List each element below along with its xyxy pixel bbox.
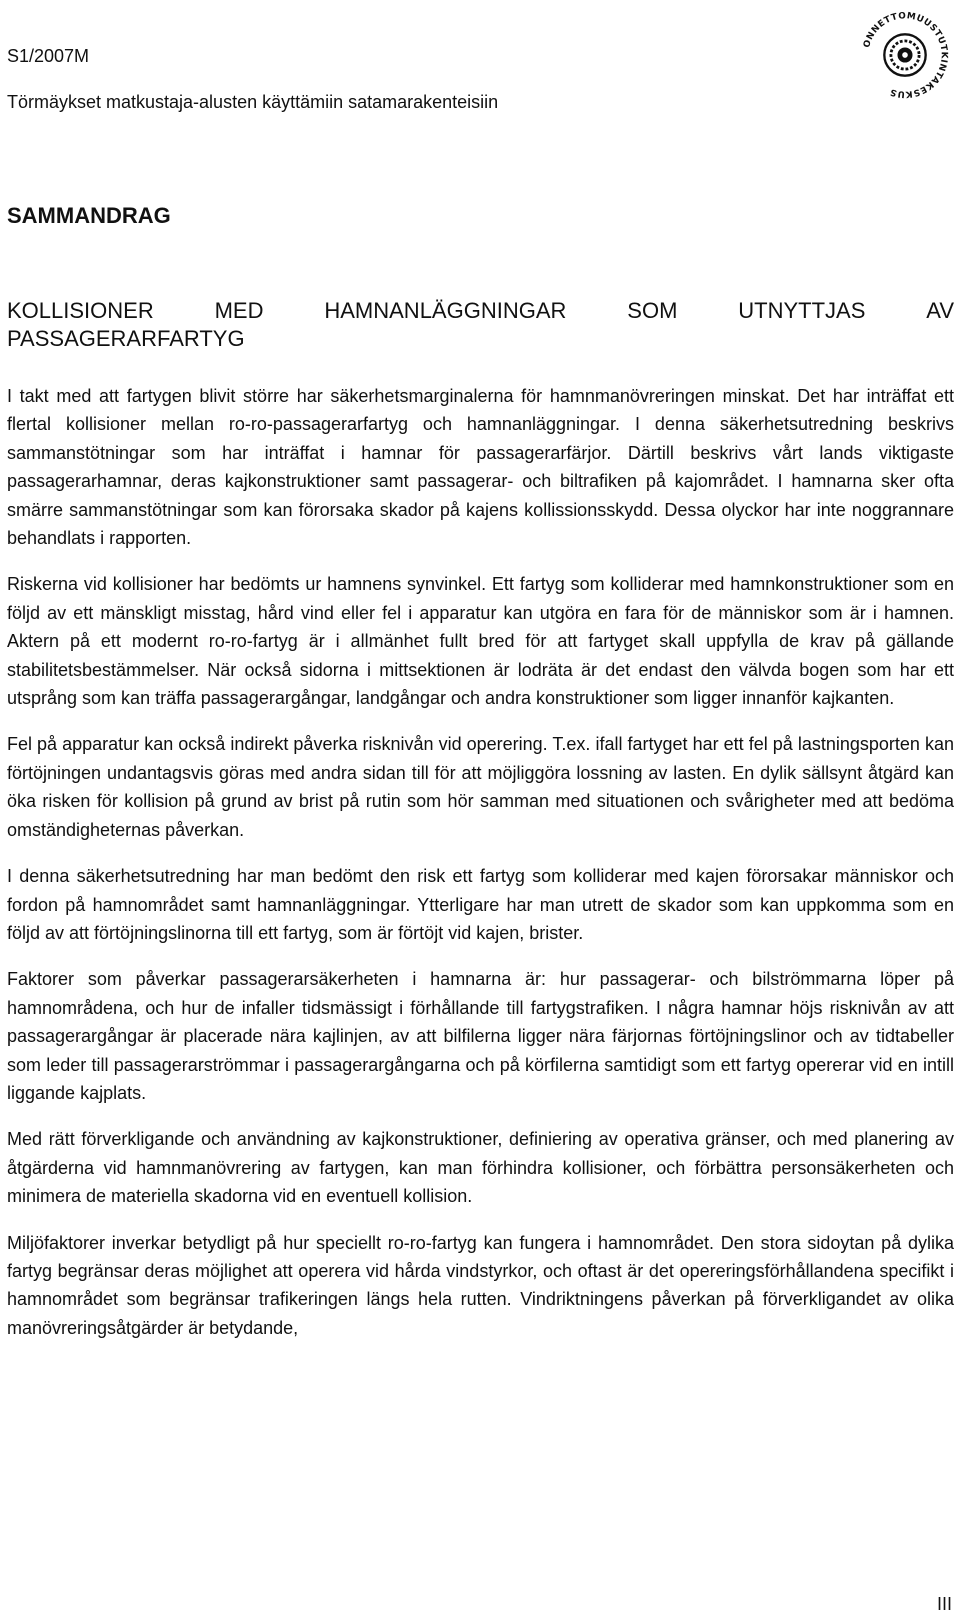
summary-heading: SAMMANDRAG [7, 203, 171, 228]
document-title: Törmäykset matkustaja-alusten käyttämiin satamarakenteisiin [7, 92, 499, 112]
subheading-line-1 [7, 297, 954, 325]
seal-ring-text: ONNETTOMUUSTUTKINTAKESKUS [862, 11, 949, 99]
body-paragraph: Miljöfaktorer inverkar betydligt på hur speciellt ro-ro-fartyg kan fungera i hamnområdet. Den stora sidoytan på dylika fartyg begränsar deras möjlighet att operera vid hårda vindstyrkor, och oftast är det opereringsförhållandena specifikt i hamnområdet som begränsar trafikeringen längs hela rutten. Vindriktningens påverkan på förverkligandet av olika manövreringsåtgärder är betydande, [7, 1232, 954, 1338]
body-paragraph: Med rätt förverkligande och användning av kajkonstruktioner, definiering av operativa gränser, och med planering av åtgärderna vid hamnmanövrering av fartygen, kan man förhindra kollisioner, och förbättra personsäkerheten och minimera de materiella skadorna vid en eventuell kollision. [7, 1129, 954, 1207]
subheading-word: MED [214, 298, 264, 323]
report-subheading [7, 297, 954, 353]
subheading-word: HAMNANLÄGGNINGAR [324, 298, 567, 323]
page-number: III [936, 1594, 952, 1614]
subheading-word: KOLLISIONER [7, 298, 154, 323]
document-reference: S1/2007M [7, 46, 90, 66]
subheading-word: AV [926, 298, 954, 323]
subheading-word: UTNYTTJAS [738, 298, 866, 323]
subheading-word: SOM [627, 298, 678, 323]
body-paragraph: Fel på apparatur kan också indirekt påverka risknivån vid operering. T.ex. ifall fartyget har ett fel på lastningsporten kan förtöjningen undantagsvis göras med andra sidan till för att möjliggöra lossning av lasten. En dylik sällsynt åtgärd kan öka risken för kollision på grund av brist på rutin som hör samman med situationen och svårigheter med att bedöma omständigheternas påverkan. [7, 734, 954, 840]
body-paragraph: Faktorer som påverkar passagerarsäkerheten i hamnarna är: hur passagerar- och bilströmmarna löper på hamnområdena, och hur de infaller tidsmässigt i förhållande till fartygstrafiken. I några hamnar höjs risknivån av att passagerargångar är placerade nära kajlinjen, av att bilfilerna ligger nära färjornas förtöjningslinor och av tidtabeller som leder till passagerarströmmar i passagerargångarna och på körfilerna samtidigt som ett fartyg opererar vid en intill liggande kajplats. [7, 969, 954, 1103]
summary-body [7, 382, 954, 1360]
subheading-line-2: PASSAGERARFARTYG [7, 326, 245, 351]
body-paragraph: I denna säkerhetsutredning har man bedömt den risk ett fartyg som kolliderar med kajen förorsakar människor och fordon på hamnområdet samt hamnanläggningar. Ytterligare har man utrett de skador som kan uppkomma som en följd av att förtöjningslinorna till ett fartyg, som är förtöjt vid kajen, brister. [7, 866, 954, 943]
body-paragraph: Riskerna vid kollisioner har bedömts ur hamnens synvinkel. Ett fartyg som kolliderar med hamnkonstruktioner som en följd av ett mänskligt misstag, hård vind eller fel i apparatur kan utgöra en fara för de människor som är i hamnen. Aktern på ett modernt ro-ro-fartyg är i allmänhet fullt bred för att fartyget skall uppfylla de krav på gällande stabilitetsbestämmelser. När också sidorna i mittsektionen är lodräta är det endast den välvda bogen som har ett utsprång som kan träffa passagerargångar, landgångar och andra konstruktioner som ligger innanför kajkanten. [7, 574, 954, 709]
onnettomuustutkintakeskus-seal-icon [858, 8, 952, 102]
body-paragraph: I takt med att fartygen blivit större har säkerhetsmarginalerna för hamnmanövreringen minskat. Det har inträffat ett flertal kollisioner mellan ro-ro-passagerarfartyg och hamnanläggningar. I denna säkerhetsutredning beskrivs sammanstötningar som har inträffat i hamnar för passagerarfärjor. Därtill beskrivs vårt lands viktigaste passagerarhamnar, deras kajkonstruktioner samt passagerar- och biltrafiken på kajområdet. I hamnarna sker ofta smärre sammanstötningar som kan förorsaka skador på kajens kollissionsskydd. Dessa olyckor har inte noggrannare behandlats i rapporten. [7, 386, 954, 549]
